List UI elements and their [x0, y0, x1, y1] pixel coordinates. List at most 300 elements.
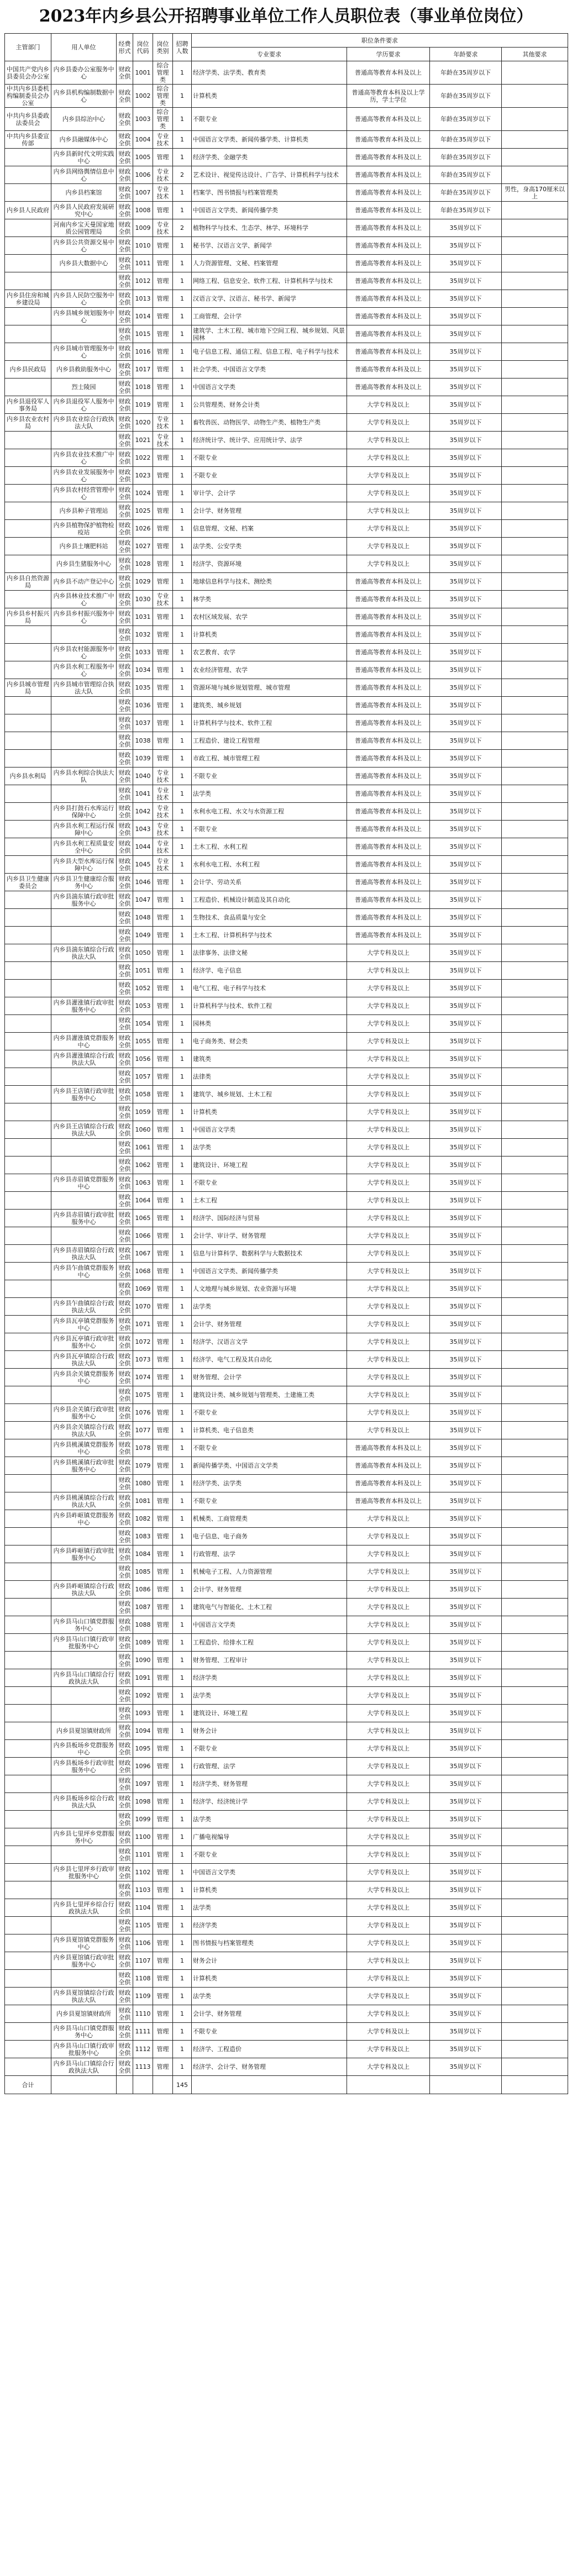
post-type-cell: 管理 — [153, 891, 173, 909]
table-row — [5, 343, 568, 361]
major-cell: 电子信息、电子商务 — [192, 1528, 347, 1545]
education-cell: 大学专科及以上 — [347, 502, 430, 520]
count-cell: 1 — [173, 821, 192, 838]
dept-cell — [5, 1510, 51, 1528]
major-cell: 经济学类、金融学类 — [192, 149, 347, 166]
table-row — [5, 414, 568, 432]
funding-cell: 财政全供 — [117, 1740, 133, 1758]
dept-cell — [5, 502, 51, 520]
count-cell: 1 — [173, 750, 192, 767]
education-cell: 大学专科及以上 — [347, 467, 430, 485]
unit-cell: 烈士陵园 — [51, 378, 117, 396]
count-cell: 1 — [173, 608, 192, 626]
major-cell: 植物科学与技术、生态学、林学、环境科学 — [192, 219, 347, 237]
education-cell: 大学专科及以上 — [347, 1369, 430, 1386]
other-cell — [502, 1422, 568, 1439]
dept-cell — [5, 449, 51, 467]
unit-cell: 内乡县瓦亭镇综合行政执法大队 — [51, 1351, 117, 1369]
major-cell: 计算机类 — [192, 1103, 347, 1121]
funding-cell: 财政全供 — [117, 219, 133, 237]
table-row — [5, 1864, 568, 1881]
post-type-cell: 专业技术 — [153, 166, 173, 184]
major-cell: 不限专业 — [192, 2023, 347, 2041]
post-type-cell: 专业技术 — [153, 821, 173, 838]
post-code-cell: 1028 — [133, 555, 153, 573]
count-cell: 1 — [173, 1669, 192, 1687]
major-cell: 农村区域发展、农学 — [192, 608, 347, 626]
unit-cell — [51, 1775, 117, 1793]
post-type-cell: 管理 — [153, 1811, 173, 1828]
unit-cell: 内乡县大型水库运行保障中心 — [51, 856, 117, 874]
count-cell: 1 — [173, 1899, 192, 1917]
education-cell: 大学专科及以上 — [347, 1510, 430, 1528]
header-dept: 主管部门 — [5, 34, 51, 61]
major-cell: 建筑学、城乡规划、土木工程 — [192, 1086, 347, 1103]
header-post-code: 岗位代码 — [133, 34, 153, 61]
post-code-cell: 1063 — [133, 1174, 153, 1192]
table-row — [5, 1068, 568, 1086]
table-row — [5, 767, 568, 785]
table-row — [5, 1404, 568, 1422]
education-cell: 大学专科及以上 — [347, 980, 430, 997]
major-cell: 中国语言文学类 — [192, 378, 347, 396]
education-cell: 普通高等教育本科及以上 — [347, 290, 430, 308]
post-type-cell: 管理 — [153, 714, 173, 732]
count-cell: 1 — [173, 1846, 192, 1864]
count-cell: 1 — [173, 644, 192, 661]
dept-cell — [5, 1068, 51, 1086]
age-cell: 35周岁以下 — [430, 1068, 502, 1086]
education-cell: 普通高等教育本科及以上 — [347, 184, 430, 202]
table-row — [5, 1616, 568, 1634]
post-code-cell: 1013 — [133, 290, 153, 308]
dept-cell — [5, 555, 51, 573]
major-cell: 机械电子工程、人力资源管理 — [192, 1563, 347, 1581]
other-cell — [502, 1492, 568, 1510]
major-cell: 计算机类 — [192, 85, 347, 108]
count-cell: 1 — [173, 1475, 192, 1492]
other-cell — [502, 237, 568, 255]
unit-cell — [51, 909, 117, 927]
table-row — [5, 149, 568, 166]
count-cell: 1 — [173, 1563, 192, 1581]
major-cell: 不限专业 — [192, 108, 347, 131]
dept-cell — [5, 838, 51, 856]
count-cell: 1 — [173, 502, 192, 520]
education-cell: 大学专科及以上 — [347, 1563, 430, 1581]
post-type-cell: 管理 — [153, 573, 173, 591]
unit-cell — [51, 1917, 117, 1934]
funding-cell: 财政全供 — [117, 591, 133, 608]
education-cell: 普通高等教育本科及以上 — [347, 874, 430, 891]
major-cell: 不限专业 — [192, 1846, 347, 1864]
funding-cell: 财政全供 — [117, 856, 133, 874]
table-row — [5, 1899, 568, 1917]
education-cell: 普通高等教育本科及以上 — [347, 149, 430, 166]
header-age: 年龄要求 — [430, 48, 502, 61]
table-row — [5, 1775, 568, 1793]
other-cell — [502, 1033, 568, 1050]
major-cell: 会计学、财务管理 — [192, 2005, 347, 2023]
funding-cell: 财政全供 — [117, 750, 133, 767]
major-cell: 新闻传播学类、中国语言文学类 — [192, 1457, 347, 1475]
major-cell: 建筑设计、环境工程 — [192, 1705, 347, 1722]
major-cell: 资源环境与城乡规划管理、城市管理 — [192, 679, 347, 697]
education-cell: 普通高等教育本科及以上 — [347, 61, 430, 85]
dept-cell — [5, 997, 51, 1015]
dept-cell — [5, 1333, 51, 1351]
funding-cell: 财政全供 — [117, 1033, 133, 1050]
table-row — [5, 591, 568, 608]
dept-cell — [5, 1528, 51, 1545]
post-code-cell: 1097 — [133, 1775, 153, 1793]
unit-cell — [51, 785, 117, 803]
post-code-cell: 1106 — [133, 1934, 153, 1952]
other-cell — [502, 2041, 568, 2058]
header-funding: 经费形式 — [117, 34, 133, 61]
other-cell — [502, 1245, 568, 1263]
post-code-cell: 1081 — [133, 1492, 153, 1510]
dept-cell — [5, 1316, 51, 1333]
dept-cell — [5, 1492, 51, 1510]
count-cell: 1 — [173, 1174, 192, 1192]
unit-cell — [51, 980, 117, 997]
age-cell: 35周岁以下 — [430, 909, 502, 927]
major-cell: 会计学、财务管理 — [192, 502, 347, 520]
other-cell — [502, 1528, 568, 1545]
count-cell: 1 — [173, 255, 192, 272]
funding-cell: 财政全供 — [117, 962, 133, 980]
age-cell: 35周岁以下 — [430, 414, 502, 432]
count-cell: 1 — [173, 1103, 192, 1121]
unit-cell: 内乡县七里坪乡党群服务中心 — [51, 1828, 117, 1846]
education-cell: 普通高等教育本科及以上 — [347, 608, 430, 626]
education-cell: 大学专科及以上 — [347, 1280, 430, 1298]
education-cell: 大学专科及以上 — [347, 1864, 430, 1881]
table-row — [5, 1634, 568, 1652]
table-row — [5, 944, 568, 962]
education-cell: 普通高等教育本科及以上 — [347, 325, 430, 343]
major-cell: 市政工程、城市管理工程 — [192, 750, 347, 767]
dept-cell: 内乡县民政局 — [5, 361, 51, 378]
unit-cell — [51, 1139, 117, 1156]
unit-cell: 内乡县农村能源服务中心 — [51, 644, 117, 661]
unit-cell: 内乡县岞岖镇党群服务中心 — [51, 1510, 117, 1528]
post-code-cell: 1057 — [133, 1068, 153, 1086]
other-cell — [502, 1545, 568, 1563]
dept-cell — [5, 1227, 51, 1245]
table-row — [5, 1174, 568, 1192]
major-cell: 工商管理、会计学 — [192, 308, 347, 325]
unit-cell: 内乡县王店镇行政审批服务中心 — [51, 1086, 117, 1103]
major-cell: 经济学、资源环境 — [192, 555, 347, 573]
dept-cell — [5, 1263, 51, 1280]
table-row — [5, 980, 568, 997]
unit-cell: 内乡县桃溪镇党群服务中心 — [51, 1439, 117, 1457]
dept-cell — [5, 1033, 51, 1050]
funding-cell: 财政全供 — [117, 1758, 133, 1775]
other-cell — [502, 697, 568, 714]
post-code-cell: 1103 — [133, 1881, 153, 1899]
unit-cell: 内乡县马山口镇行政审批服务中心 — [51, 1634, 117, 1652]
post-type-cell: 管理 — [153, 1793, 173, 1811]
header-post-type: 岗位类别 — [153, 34, 173, 61]
other-cell — [502, 1917, 568, 1934]
post-type-cell: 管理 — [153, 1934, 173, 1952]
other-cell — [502, 1227, 568, 1245]
post-type-cell: 管理 — [153, 1263, 173, 1280]
unit-cell: 内乡县湍东镇行政审批服务中心 — [51, 891, 117, 909]
unit-cell: 内乡县赤眉镇党群服务中心 — [51, 1174, 117, 1192]
count-cell: 1 — [173, 325, 192, 343]
table-row — [5, 1545, 568, 1563]
major-cell: 电气工程、电子科学与技术 — [192, 980, 347, 997]
unit-cell: 内乡县岞岖镇综合行政执法大队 — [51, 1581, 117, 1599]
unit-cell: 内乡县灌涨镇党群服务中心 — [51, 1033, 117, 1050]
education-cell: 大学专科及以上 — [347, 1192, 430, 1210]
major-cell: 中国语言文学类、新闻传播学类 — [192, 1263, 347, 1280]
funding-cell: 财政全供 — [117, 1386, 133, 1404]
education-cell: 大学专科及以上 — [347, 1316, 430, 1333]
major-cell: 公共管理类、财务会计类 — [192, 396, 347, 414]
post-type-cell: 管理 — [153, 1422, 173, 1439]
dept-cell — [5, 149, 51, 166]
unit-cell: 内乡县灌涨镇行政审批服务中心 — [51, 997, 117, 1015]
age-cell: 35周岁以下 — [430, 1121, 502, 1139]
education-cell: 大学专科及以上 — [347, 1156, 430, 1174]
post-type-cell: 管理 — [153, 149, 173, 166]
post-type-cell: 管理 — [153, 626, 173, 644]
funding-cell: 财政全供 — [117, 1015, 133, 1033]
unit-cell — [51, 1811, 117, 1828]
table-row — [5, 1121, 568, 1139]
unit-cell: 内乡县农业技术推广中心 — [51, 449, 117, 467]
age-cell: 年龄在35周岁以下 — [430, 166, 502, 184]
table-row — [5, 1280, 568, 1298]
count-cell: 1 — [173, 361, 192, 378]
age-cell: 35周岁以下 — [430, 1439, 502, 1457]
age-cell: 35周岁以下 — [430, 1015, 502, 1033]
count-cell: 1 — [173, 343, 192, 361]
major-cell: 土木工程、水利工程 — [192, 838, 347, 856]
post-code-cell: 1079 — [133, 1457, 153, 1475]
post-type-cell: 专业技术 — [153, 414, 173, 432]
post-code-cell: 1002 — [133, 85, 153, 108]
count-cell: 1 — [173, 1156, 192, 1174]
education-cell: 大学专科及以上 — [347, 1139, 430, 1156]
post-type-cell: 管理 — [153, 343, 173, 361]
table-row — [5, 1333, 568, 1351]
education-cell: 大学专科及以上 — [347, 1422, 430, 1439]
age-cell: 35周岁以下 — [430, 432, 502, 449]
table-row — [5, 1263, 568, 1280]
count-cell: 1 — [173, 184, 192, 202]
major-cell: 会计学、审计学、财务管理 — [192, 1227, 347, 1245]
count-cell: 1 — [173, 202, 192, 219]
other-cell — [502, 1210, 568, 1227]
funding-cell: 财政全供 — [117, 1864, 133, 1881]
table-row — [5, 1086, 568, 1103]
other-cell — [502, 1103, 568, 1121]
other-cell — [502, 1457, 568, 1475]
table-row — [5, 573, 568, 591]
other-cell — [502, 2058, 568, 2076]
major-cell: 会计学、劳动关系 — [192, 874, 347, 891]
post-type-cell: 管理 — [153, 997, 173, 1015]
count-cell: 1 — [173, 1775, 192, 1793]
funding-cell: 财政全供 — [117, 980, 133, 997]
age-cell: 35周岁以下 — [430, 1705, 502, 1722]
count-cell: 1 — [173, 573, 192, 591]
major-cell: 经济学、国际经济与贸易 — [192, 1210, 347, 1227]
count-cell: 1 — [173, 1227, 192, 1245]
other-cell — [502, 502, 568, 520]
unit-cell: 内乡县夏馆镇综合行政执法大队 — [51, 1988, 117, 2005]
unit-cell: 内乡县人民政府发展研究中心 — [51, 202, 117, 219]
table-row — [5, 679, 568, 697]
other-cell — [502, 1881, 568, 1899]
post-type-cell: 管理 — [153, 927, 173, 944]
count-cell: 1 — [173, 1864, 192, 1881]
other-cell — [502, 272, 568, 290]
other-cell — [502, 1687, 568, 1705]
other-cell — [502, 131, 568, 149]
funding-cell: 财政全供 — [117, 1298, 133, 1316]
age-cell: 35周岁以下 — [430, 449, 502, 467]
count-cell: 1 — [173, 1828, 192, 1846]
count-cell: 1 — [173, 1740, 192, 1758]
education-cell: 大学专科及以上 — [347, 1210, 430, 1227]
dept-cell: 中共内乡县委机构编制委员会办公室 — [5, 85, 51, 108]
age-cell: 35周岁以下 — [430, 485, 502, 502]
other-cell — [502, 1386, 568, 1404]
education-cell: 普通高等教育本科及以上 — [347, 202, 430, 219]
post-type-cell: 管理 — [153, 1210, 173, 1227]
education-cell: 大学专科及以上 — [347, 485, 430, 502]
unit-cell: 内乡县生猪服务中心 — [51, 555, 117, 573]
other-cell — [502, 108, 568, 131]
major-cell: 法学类 — [192, 1899, 347, 1917]
major-cell: 计算机类 — [192, 626, 347, 644]
table-row — [5, 697, 568, 714]
education-cell: 大学专科及以上 — [347, 997, 430, 1015]
education-cell: 普通高等教育本科及以上 — [347, 856, 430, 874]
unit-cell: 内乡县乍曲镇综合行政执法大队 — [51, 1298, 117, 1316]
unit-cell — [51, 1192, 117, 1210]
table-row — [5, 661, 568, 679]
dept-cell — [5, 1934, 51, 1952]
education-cell: 普通高等教育本科及以上 — [347, 891, 430, 909]
funding-cell: 财政全供 — [117, 1227, 133, 1245]
age-cell: 年龄在35周岁以下 — [430, 149, 502, 166]
unit-cell: 内乡县水利综合执法大队 — [51, 767, 117, 785]
funding-cell: 财政全供 — [117, 785, 133, 803]
funding-cell: 财政全供 — [117, 538, 133, 555]
funding-cell: 财政全供 — [117, 520, 133, 538]
table-row — [5, 608, 568, 626]
post-code-cell: 1032 — [133, 626, 153, 644]
age-cell: 35周岁以下 — [430, 644, 502, 661]
unit-cell — [51, 1156, 117, 1174]
other-cell — [502, 1192, 568, 1210]
post-code-cell: 1025 — [133, 502, 153, 520]
education-cell: 普通高等教育本科及以上 — [347, 272, 430, 290]
education-cell: 大学专科及以上 — [347, 414, 430, 432]
other-cell — [502, 325, 568, 343]
table-row — [5, 555, 568, 573]
table-row — [5, 520, 568, 538]
table-row — [5, 856, 568, 874]
unit-cell: 内乡县瓦亭镇行政审批服务中心 — [51, 1333, 117, 1351]
major-cell: 网络工程、信息安全、软件工程、计算机科学与技术 — [192, 272, 347, 290]
post-type-cell: 管理 — [153, 1917, 173, 1934]
unit-cell: 内乡县委办公室服务中心 — [51, 61, 117, 85]
age-cell: 35周岁以下 — [430, 1139, 502, 1156]
age-cell: 35周岁以下 — [430, 732, 502, 750]
post-type-cell: 管理 — [153, 980, 173, 997]
other-cell — [502, 1581, 568, 1599]
dept-cell — [5, 1740, 51, 1758]
post-type-cell: 管理 — [153, 1881, 173, 1899]
major-cell: 中国语言文学类 — [192, 1121, 347, 1139]
other-cell — [502, 732, 568, 750]
other-cell — [502, 891, 568, 909]
dept-cell — [5, 909, 51, 927]
education-cell: 大学专科及以上 — [347, 1333, 430, 1351]
unit-cell: 内乡县农业综合行政执法大队 — [51, 414, 117, 432]
funding-cell: 财政全供 — [117, 467, 133, 485]
age-cell: 35周岁以下 — [430, 821, 502, 838]
education-cell: 普通高等教育本科及以上 — [347, 343, 430, 361]
education-cell: 大学专科及以上 — [347, 1599, 430, 1616]
post-code-cell: 1088 — [133, 1616, 153, 1634]
age-cell: 35周岁以下 — [430, 1545, 502, 1563]
education-cell: 大学专科及以上 — [347, 2023, 430, 2041]
major-cell: 工程造价、给排水工程 — [192, 1634, 347, 1652]
dept-cell — [5, 1210, 51, 1227]
post-code-cell: 1040 — [133, 767, 153, 785]
post-type-cell: 管理 — [153, 1050, 173, 1068]
post-code-cell: 1007 — [133, 184, 153, 202]
funding-cell: 财政全供 — [117, 679, 133, 697]
unit-cell — [51, 962, 117, 980]
post-type-cell: 管理 — [153, 1333, 173, 1351]
table-row — [5, 997, 568, 1015]
count-cell: 1 — [173, 432, 192, 449]
funding-cell: 财政全供 — [117, 1404, 133, 1422]
funding-cell: 财政全供 — [117, 1828, 133, 1846]
unit-cell: 内乡县农村经营管理中心 — [51, 485, 117, 502]
count-cell: 1 — [173, 626, 192, 644]
other-cell — [502, 1156, 568, 1174]
other-cell — [502, 661, 568, 679]
age-cell: 35周岁以下 — [430, 1634, 502, 1652]
education-cell: 大学专科及以上 — [347, 1068, 430, 1086]
education-cell: 大学专科及以上 — [347, 1298, 430, 1316]
post-code-cell: 1027 — [133, 538, 153, 555]
post-code-cell: 1087 — [133, 1599, 153, 1616]
education-cell: 大学专科及以上 — [347, 1793, 430, 1811]
post-type-cell: 管理 — [153, 1970, 173, 1988]
post-code-cell: 1056 — [133, 1050, 153, 1068]
unit-cell: 内乡县夏馆镇财政所 — [51, 1722, 117, 1740]
education-cell: 大学专科及以上 — [347, 538, 430, 555]
other-cell — [502, 149, 568, 166]
post-type-cell: 管理 — [153, 290, 173, 308]
post-type-cell: 管理 — [153, 520, 173, 538]
post-code-cell: 1058 — [133, 1086, 153, 1103]
post-type-cell: 综合管理类 — [153, 108, 173, 131]
